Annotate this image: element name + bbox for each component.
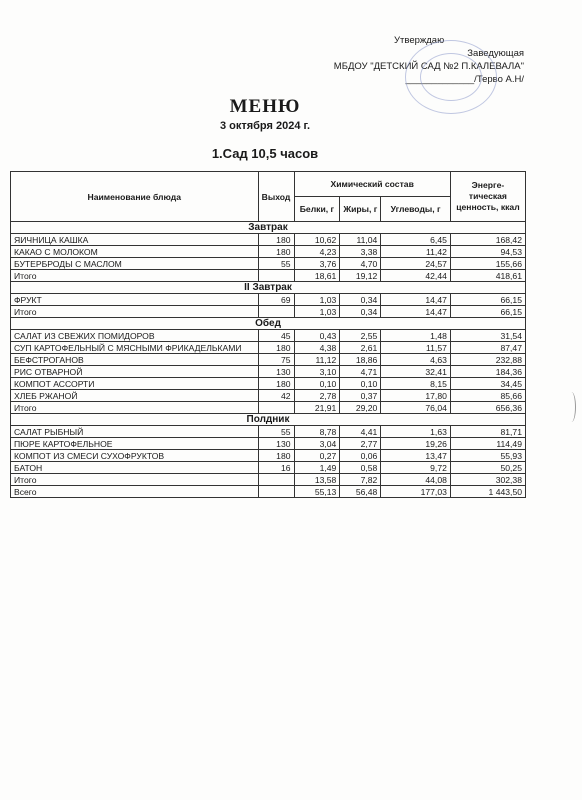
dish-name: РИС ОТВАРНОЙ [11,366,259,378]
dish-protein: 11,12 [294,354,340,366]
total-fat: 29,20 [340,402,381,414]
total-fat: 19,12 [340,270,381,282]
dish-carbs: 17,80 [381,390,451,402]
table-row [11,390,526,402]
dish-name: КАКАО С МОЛОКОМ [11,246,259,258]
total-energy: 656,36 [450,402,525,414]
table-row [11,258,526,270]
header-energy: Энерге-тическая ценность, ккал [450,172,525,222]
section-header [11,318,526,330]
dish-protein: 1,49 [294,462,340,474]
menu-table-body [11,222,526,498]
header-name: Наименование блюда [11,172,259,222]
table-row [11,366,526,378]
dish-name: ХЛЕБ РЖАНОЙ [11,390,259,402]
total-carbs: 76,04 [381,402,451,414]
section-header [11,282,526,294]
dish-fat: 11,04 [340,234,381,246]
header-fat: Жиры, г [340,197,381,222]
total-energy: 302,38 [450,474,525,486]
total-fat: 7,82 [340,474,381,486]
dish-output: 130 [258,366,294,378]
table-row [11,234,526,246]
total-label: Итого [11,306,259,318]
table-row [11,294,526,306]
grand-total-energy: 1 443,50 [450,486,525,498]
dish-name: БУТЕРБРОДЫ С МАСЛОМ [11,258,259,270]
dish-protein: 3,76 [294,258,340,270]
dish-energy: 81,71 [450,426,525,438]
dish-name: КОМПОТ ИЗ СМЕСИ СУХОФРУКТОВ [11,450,259,462]
dish-output: 45 [258,330,294,342]
dish-output: 180 [258,342,294,354]
section-title: Полдник [11,414,526,426]
dish-carbs: 9,72 [381,462,451,474]
dish-fat: 2,61 [340,342,381,354]
dish-energy: 85,66 [450,390,525,402]
dish-fat: 0,58 [340,462,381,474]
table-row [11,462,526,474]
dish-name: САЛАТ РЫБНЫЙ [11,426,259,438]
dish-energy: 184,36 [450,366,525,378]
header-protein: Белки, г [294,197,340,222]
approval-signature: _____________/Терво А.Н/ [405,74,524,85]
dish-energy: 66,15 [450,294,525,306]
grand-total-label: Всего [11,486,259,498]
dish-energy: 31,54 [450,330,525,342]
total-protein: 13,58 [294,474,340,486]
table-row [11,438,526,450]
dish-fat: 2,55 [340,330,381,342]
dish-carbs: 4,63 [381,354,451,366]
dish-energy: 55,93 [450,450,525,462]
table-row [11,342,526,354]
dish-name: ПЮРЕ КАРТОФЕЛЬНОЕ [11,438,259,450]
table-row [11,354,526,366]
dish-output: 55 [258,426,294,438]
dish-protein: 10,62 [294,234,340,246]
grand-total-carbs: 177,03 [381,486,451,498]
dish-protein: 4,23 [294,246,340,258]
total-label: Итого [11,474,259,486]
dish-energy: 232,88 [450,354,525,366]
dish-protein: 0,27 [294,450,340,462]
table-row [11,330,526,342]
dish-fat: 0,06 [340,450,381,462]
table-row [11,246,526,258]
section-title: II Завтрак [11,282,526,294]
total-output [258,402,294,414]
dish-carbs: 8,15 [381,378,451,390]
dish-energy: 34,45 [450,378,525,390]
total-protein: 21,91 [294,402,340,414]
dish-carbs: 1,63 [381,426,451,438]
dish-fat: 18,86 [340,354,381,366]
grand-total-output [258,486,294,498]
dish-output: 16 [258,462,294,474]
dish-protein: 2,78 [294,390,340,402]
total-protein: 1,03 [294,306,340,318]
section-header [11,222,526,234]
heading-block [0,96,530,161]
dish-energy: 94,53 [450,246,525,258]
dish-protein: 0,10 [294,378,340,390]
dish-name: БАТОН [11,462,259,474]
dish-name: ФРУКТ [11,294,259,306]
total-label: Итого [11,270,259,282]
dish-carbs: 11,57 [381,342,451,354]
menu-date: 3 октября 2024 г. [219,120,311,132]
total-carbs: 14,47 [381,306,451,318]
total-fat: 0,34 [340,306,381,318]
dish-protein: 8,78 [294,426,340,438]
page-edge [567,392,576,422]
dish-fat: 4,71 [340,366,381,378]
approval-title: Утверждаю [394,35,445,46]
total-row [11,402,526,414]
total-row [11,306,526,318]
dish-energy: 114,49 [450,438,525,450]
total-row [11,270,526,282]
menu-subtitle: 1.Сад 10,5 часов [211,146,319,161]
total-carbs: 44,08 [381,474,451,486]
dish-output: 180 [258,450,294,462]
grand-total-fat: 56,48 [340,486,381,498]
dish-fat: 3,38 [340,246,381,258]
dish-carbs: 6,45 [381,234,451,246]
table-row [11,378,526,390]
table-row [11,426,526,438]
total-row [11,474,526,486]
total-energy: 66,15 [450,306,525,318]
dish-protein: 4,38 [294,342,340,354]
dish-output: 75 [258,354,294,366]
dish-fat: 0,37 [340,390,381,402]
dish-output: 180 [258,234,294,246]
total-output [258,270,294,282]
grand-total-protein: 55,13 [294,486,340,498]
dish-fat: 0,34 [340,294,381,306]
dish-output: 130 [258,438,294,450]
total-output [258,474,294,486]
header-output: Выход [258,172,294,222]
header-chem: Химический состав [294,172,450,197]
dish-protein: 1,03 [294,294,340,306]
dish-output: 69 [258,294,294,306]
dish-name: БЕФСТРОГАНОВ [11,354,259,366]
dish-energy: 87,47 [450,342,525,354]
dish-name: САЛАТ ИЗ СВЕЖИХ ПОМИДОРОВ [11,330,259,342]
grand-total-row [11,486,526,498]
dish-carbs: 19,26 [381,438,451,450]
total-energy: 418,61 [450,270,525,282]
dish-energy: 50,25 [450,462,525,474]
table-row [11,450,526,462]
dish-carbs: 1,48 [381,330,451,342]
dish-output: 180 [258,246,294,258]
total-carbs: 42,44 [381,270,451,282]
total-protein: 18,61 [294,270,340,282]
section-title: Обед [11,318,526,330]
total-label: Итого [11,402,259,414]
dish-energy: 155,66 [450,258,525,270]
dish-protein: 0,43 [294,330,340,342]
dish-name: СУП КАРТОФЕЛЬНЫЙ С МЯСНЫМИ ФРИКАДЕЛЬКАМИ [11,342,259,354]
dish-carbs: 32,41 [381,366,451,378]
dish-output: 55 [258,258,294,270]
dish-name: ЯИЧНИЦА КАШКА [11,234,259,246]
approval-position: Заведующая [467,48,524,59]
dish-output: 42 [258,390,294,402]
page-title: МЕНЮ [229,96,301,117]
total-output [258,306,294,318]
dish-carbs: 11,42 [381,246,451,258]
section-title: Завтрак [11,222,526,234]
section-header [11,414,526,426]
header-carbs: Углеводы, г [381,197,451,222]
dish-protein: 3,04 [294,438,340,450]
dish-output: 180 [258,378,294,390]
dish-energy: 168,42 [450,234,525,246]
dish-fat: 0,10 [340,378,381,390]
approval-org: МБДОУ "ДЕТСКИЙ САД №2 П.КАЛЕВАЛА" [333,61,524,72]
dish-fat: 2,77 [340,438,381,450]
dish-fat: 4,70 [340,258,381,270]
dish-protein: 3,10 [294,366,340,378]
dish-carbs: 13,47 [381,450,451,462]
dish-fat: 4,41 [340,426,381,438]
dish-name: КОМПОТ АССОРТИ [11,378,259,390]
dish-carbs: 14,47 [381,294,451,306]
menu-table [10,171,526,498]
dish-carbs: 24,57 [381,258,451,270]
